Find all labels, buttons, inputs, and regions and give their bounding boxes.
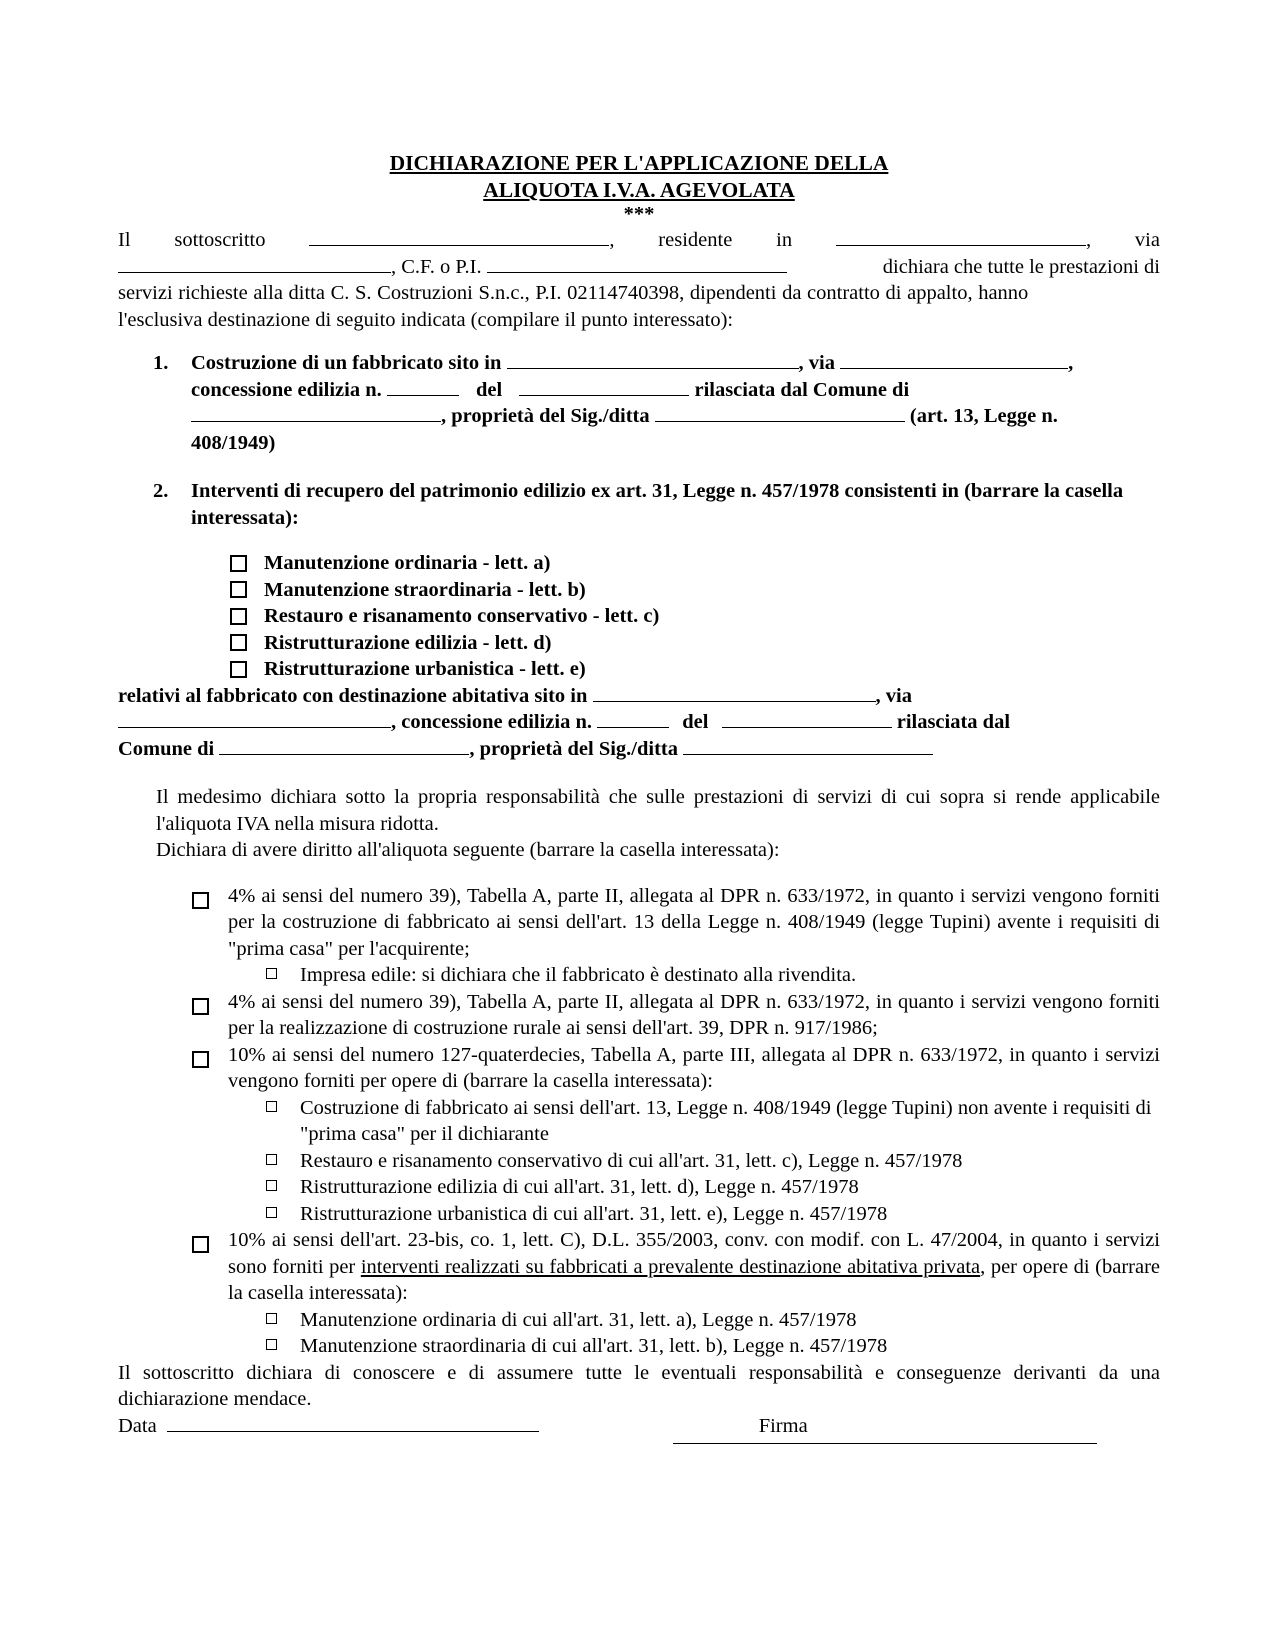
concession-number-field[interactable] (387, 377, 459, 396)
section-2: 2. Interventi di recupero del patrimonio edilizio ex art. 31, Legge n. 457/1978 consistenti in (barrare la casella interessata): (118, 478, 1160, 531)
closing-statement: Il sottoscritto dichiara di conoscere e di assumere tutte le eventuali responsabilità e conseguenze derivanti da una dichiarazione mendace. (118, 1361, 1160, 1410)
recovery-option[interactable]: Manutenzione straordinaria - lett. b) (230, 577, 1160, 604)
checkbox-icon[interactable] (230, 581, 247, 598)
related-building: relativi al fabbricato con destinazione abitativa sito in , via , concessione edilizia n. del rilasciata dal Comune di , proprietà del Sig./ditta (118, 684, 1011, 760)
intro-word-sottoscritto: sottoscritto (174, 229, 266, 251)
small-checkbox-icon[interactable] (266, 1154, 277, 1165)
municipality-field[interactable] (191, 403, 441, 422)
title-separator: *** (623, 203, 655, 225)
signature-label: Firma (758, 1414, 808, 1437)
intro-line-2 (118, 254, 1160, 281)
rate-option-4-percent-rural: 4% ai sensi del numero 39), Tabella A, parte II, allegata al DPR n. 633/1972, in quanto i servizi vengono forniti per la realizzazione di costruzione rurale ai sensi dell'art. 39, DPR n. 917/1986; (192, 989, 1160, 1042)
rate-option-10-percent-works: 10% ai sensi del numero 127-quaterdecies, Tabella A, parte III, allegata al DPR n. 633/1972, in quanto i servizi vengono forniti per opere di (barrare la casella interessata): (192, 1042, 1160, 1095)
checkbox-icon[interactable] (192, 1236, 209, 1253)
declaration-paragraph: Il medesimo dichiara sotto la propria responsabilità che sulle prestazioni di servizi di cui sopra si rende applicabile l'aliquota IVA nella misura ridotta. (156, 786, 1160, 835)
small-checkbox-icon[interactable] (266, 968, 277, 979)
checkbox-icon[interactable] (230, 634, 247, 651)
date-label: Data (118, 1414, 157, 1437)
related-location-field[interactable] (593, 683, 876, 702)
related-street-field[interactable] (118, 709, 391, 728)
checkbox-icon[interactable] (192, 1051, 209, 1068)
rate-sub-option: Ristrutturazione urbanistica di cui all'art. 31, lett. e), Legge n. 457/1978 (266, 1201, 1160, 1228)
recovery-option[interactable]: Ristrutturazione urbanistica - lett. e) (230, 656, 1160, 683)
related-owner-field[interactable] (683, 736, 933, 755)
recovery-option[interactable]: Manutenzione ordinaria - lett. a) (230, 550, 1160, 577)
rate-sub-option: Costruzione di fabbricato ai sensi dell'art. 13, Legge n. 408/1949 (legge Tupini) non avente i requisiti di "prima casa" per il dichiarante (266, 1095, 1160, 1148)
small-checkbox-icon[interactable] (266, 1339, 277, 1350)
intro-word-in: in (776, 229, 793, 251)
date-signature-row (118, 1413, 1160, 1440)
rate-option-4-percent-first-home: 4% ai sensi del numero 39), Tabella A, parte II, allegata al DPR n. 633/1972, in quanto i servizi vengono forniti per la costruzione di fabbricato ai sensi dell'art. 13 della Legge n. 408/1949 (legge Tupini) avente i requisiti di "prima casa" per l'acquirente; (192, 883, 1160, 963)
checkbox-icon[interactable] (192, 998, 209, 1015)
rate-sub-option: Manutenzione straordinaria di cui all'art. 31, lett. b), Legge n. 457/1978 (266, 1333, 1160, 1360)
small-checkbox-icon[interactable] (266, 1101, 277, 1112)
small-checkbox-icon[interactable] (266, 1313, 277, 1324)
underlined-phrase: interventi realizzati su fabbricati a prevalente destinazione abitativa privata (360, 1255, 981, 1278)
related-municipality-field[interactable] (219, 736, 469, 755)
intro-word-residente: residente (658, 229, 733, 251)
small-checkbox-icon[interactable] (266, 1207, 277, 1218)
owner-field[interactable] (655, 403, 905, 422)
street-field[interactable] (118, 254, 391, 273)
name-field[interactable] (309, 227, 609, 246)
checkbox-icon[interactable] (230, 661, 247, 678)
recovery-options (230, 550, 1160, 683)
intro-line-4: l'esclusiva destinazione di seguito indicata (compilare il punto interessato): (118, 308, 734, 331)
section-1-number: 1. (153, 352, 169, 374)
document-page (118, 150, 1160, 1439)
intro-word-il: Il (118, 229, 131, 251)
related-concession-field[interactable] (597, 709, 669, 728)
building-location-field[interactable] (507, 350, 799, 369)
related-date-field[interactable] (722, 709, 892, 728)
building-street-field[interactable] (840, 350, 1068, 369)
recovery-option[interactable]: Ristrutturazione edilizia - lett. d) (230, 630, 1160, 657)
intro-line-1: Il sottoscritto , residente in , via (118, 227, 1160, 254)
document-title-line1: DICHIARAZIONE PER L'APPLICAZIONE DELLA (389, 151, 889, 175)
rate-sub-option: Restauro e risanamento conservativo di cui all'art. 31, lett. c), Legge n. 457/1978 (266, 1148, 1160, 1175)
checkbox-icon[interactable] (230, 608, 247, 625)
declaration-rate-prompt: Dichiara di avere diritto all'aliquota seguente (barrare la casella interessata): (156, 839, 780, 861)
section-2-number: 2. (153, 480, 169, 502)
checkbox-icon[interactable] (192, 892, 209, 909)
rate-sub-option: Impresa edile: si dichiara che il fabbricato è destinato alla rivendita. (266, 962, 1160, 989)
residence-field[interactable] (836, 227, 1086, 246)
recovery-option[interactable]: Restauro e risanamento conservativo - lett. c) (230, 603, 1160, 630)
rate-sub-option: Ristrutturazione edilizia di cui all'art. 31, lett. d), Legge n. 457/1978 (266, 1174, 1160, 1201)
checkbox-icon[interactable] (230, 555, 247, 572)
rate-sub-option: Manutenzione ordinaria di cui all'art. 31, lett. a), Legge n. 457/1978 (266, 1307, 1160, 1334)
intro-dichiara: dichiara che tutte le prestazioni di (882, 255, 1160, 278)
rate-option-10-percent-residential: 10% ai sensi dell'art. 23-bis, co. 1, lett. C), D.L. 355/2003, conv. con modif. con L. 47/2004, in quanto i servizi sono forniti per interventi realizzati su fabbricati a prevalente destinazione abitativa privata, per opere di (barrare la casella interessata): (192, 1227, 1160, 1307)
document-title-line2: ALIQUOTA I.V.A. AGEVOLATA (483, 178, 795, 202)
signature-field[interactable] (673, 1443, 1097, 1444)
intro-word-via: via (1134, 229, 1160, 251)
concession-date-field[interactable] (519, 377, 689, 396)
date-field[interactable] (167, 1413, 539, 1432)
small-checkbox-icon[interactable] (266, 1180, 277, 1191)
cf-pi-field[interactable] (487, 254, 787, 273)
cf-label: , C.F. o P.I. (391, 255, 482, 278)
section-1: 1. Costruzione di un fabbricato sito in , via , concessione edilizia n. del rilasciata dal Comune di , proprietà del Sig./ditta (art. 13, Legge n. 408/1949) (118, 350, 1160, 456)
intro-line-3: servizi richieste alla ditta C. S. Costruzioni S.n.c., P.I. 02114740398, dipendenti da contratto di appalto, hanno (118, 282, 1029, 304)
